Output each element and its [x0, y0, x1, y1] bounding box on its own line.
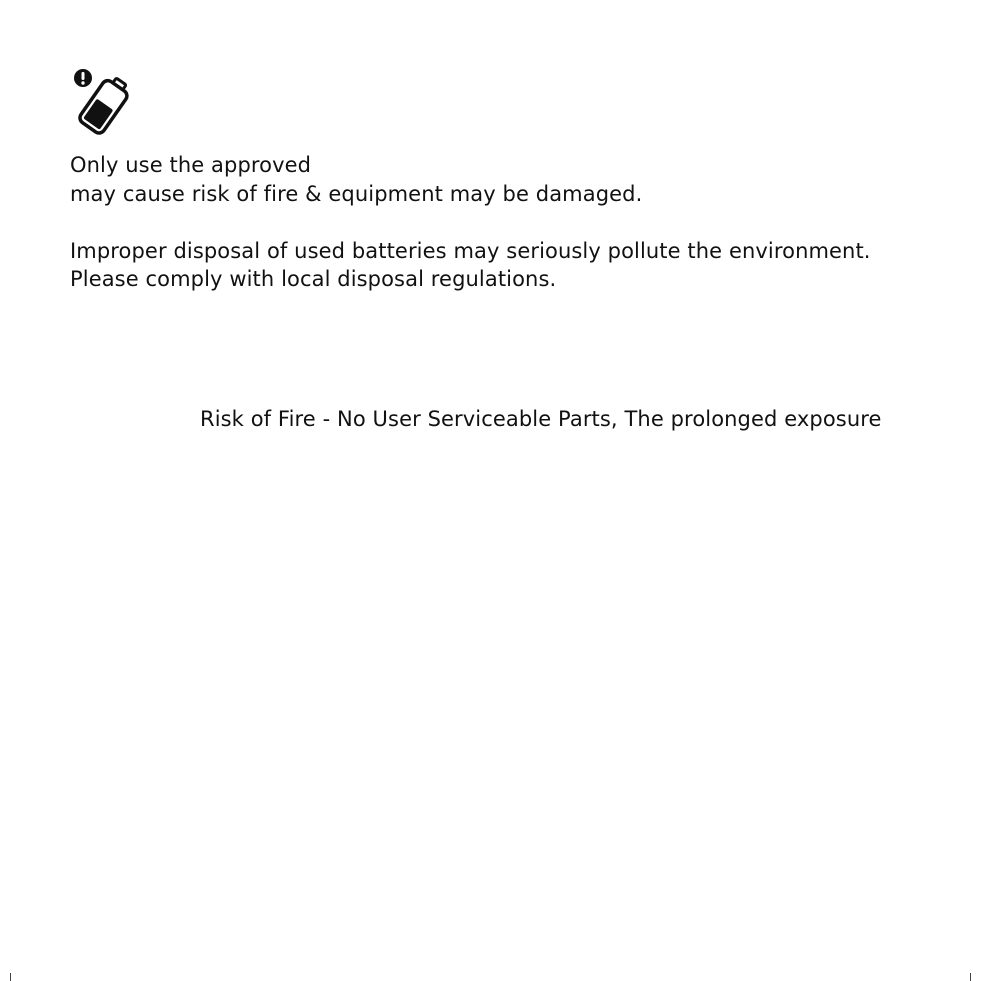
crop-mark-right — [970, 973, 971, 981]
battery-warning-icon — [66, 66, 138, 138]
disposal-pollution-warning: Improper disposal of used batteries may seriously pollute the environment. — [70, 239, 871, 263]
serviceable-parts-warning: Risk of Fire - No User Serviceable Parts, The prolonged exposure — [200, 407, 882, 431]
crop-mark-left — [10, 973, 11, 981]
disposal-regulations-notice: Please comply with local disposal regulations. — [70, 267, 557, 291]
approved-battery-warning: Only use the approved — [70, 153, 312, 177]
fire-risk-warning: may cause risk of fire & equipment may be damaged. — [70, 182, 643, 206]
